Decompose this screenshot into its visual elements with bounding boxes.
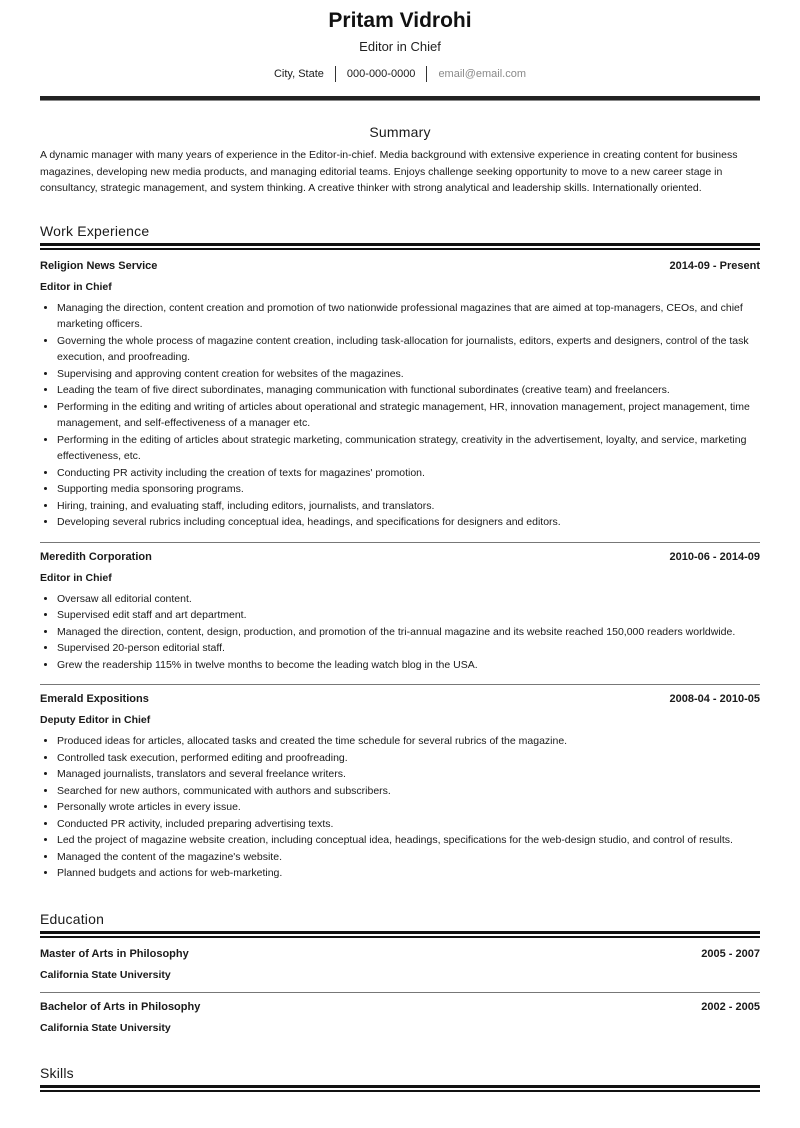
entry-divider [40, 992, 760, 993]
education-header [40, 946, 760, 962]
job-company: Emerald Expositions [40, 693, 149, 705]
job-bullet: • Conducted PR activity, included preparing advertising texts. [57, 816, 760, 833]
job-header [40, 691, 760, 707]
work-experience-section [40, 222, 760, 882]
job-bullet: • Grew the readership 115% in twelve months to become the leading watch blog in the USA. [57, 657, 760, 674]
job-bullet: • Led the project of magazine website creation, including conceptual idea, headings, specifications for the web-design studio, and control of results. [57, 832, 760, 849]
job-bullet: • Managing the direction, content creation and promotion of two nationwide professional magazines that are aimed at top-managers, CEOs, and chief marketing officers. [57, 300, 760, 333]
section-divider [40, 243, 760, 250]
entry-divider [40, 684, 760, 685]
entry-divider [40, 542, 760, 543]
job-company: Religion News Service [40, 259, 158, 272]
job-role: Deputy Editor in Chief [40, 714, 151, 726]
job-entry [40, 549, 760, 674]
job-bullets [40, 300, 760, 531]
job-entry [40, 691, 760, 882]
job-role: Editor in Chief [40, 571, 112, 584]
job-dates: 2008-04 - 2010-05 [669, 693, 760, 705]
job-bullet: • Oversaw all editorial content. [57, 591, 760, 608]
section-divider [40, 1085, 760, 1092]
job-dates: 2014-09 - Present [669, 259, 760, 272]
job-bullet: • Performing in the editing of articles about strategic marketing, communication strategy, creativity in the advertisement, loyalty, and service, marketing effectiveness, etc. [57, 432, 760, 465]
job-header [40, 549, 760, 565]
contact-email-link[interactable]: email@email.com [438, 68, 527, 80]
job-bullet: • Produced ideas for articles, allocated tasks and created the time schedule for several rubrics of the magazine. [57, 733, 760, 750]
education-dates: 2005 - 2007 [701, 947, 760, 960]
education-dates: 2002 - 2005 [701, 1000, 760, 1013]
job-bullet: • Supervising and approving content creation for websites of the magazines. [57, 366, 760, 383]
job-bullet: • Supervised edit staff and art department. [57, 607, 760, 624]
education-section [40, 910, 760, 1036]
section-divider [40, 931, 760, 938]
skills-heading: Skills [40, 1064, 74, 1081]
job-entry [40, 258, 760, 531]
job-bullet: • Governing the whole process of magazine content creation, including task-allocation for journalists, editors, experts and designers, control of the task execution, and proofreading. [57, 333, 760, 366]
contact-phone: 000-000-0000 [346, 68, 416, 80]
job-bullet: • Planned budgets and actions for web-marketing. [57, 865, 760, 882]
education-entry [40, 946, 760, 983]
job-bullet: • Hiring, training, and evaluating staff, including editors, journalists, and translators. [57, 498, 760, 515]
summary-heading: Summary [369, 124, 431, 140]
work-experience-heading: Work Experience [40, 222, 150, 239]
job-company: Meredith Corporation [40, 550, 152, 563]
header-divider [40, 96, 760, 100]
job-bullet: • Managed the content of the magazine's website. [57, 849, 760, 866]
job-bullet: • Performing in the editing and writing of articles about operational and strategic management, HR, innovation management, project management, time management, and self-effectiveness of a manager etc. [57, 399, 760, 432]
job-bullet: • Controlled task execution, performed editing and proofreading. [57, 750, 760, 767]
job-bullet: • Leading the team of five direct subordinates, managing communication with functional subordinates (creative team) and freelancers. [57, 382, 760, 399]
resume-header [40, 0, 760, 82]
education-school: California State University [40, 1021, 171, 1034]
job-dates: 2010-06 - 2014-09 [669, 550, 760, 563]
job-bullet: • Developing several rubrics including conceptual idea, headings, and specifications for designers and editors. [57, 514, 760, 531]
job-header [40, 258, 760, 274]
job-bullet: • Managed journalists, translators and several freelance writers. [57, 766, 760, 783]
job-role: Editor in Chief [40, 280, 112, 293]
job-bullets [40, 733, 760, 882]
job-bullet: • Personally wrote articles in every issue. [57, 799, 760, 816]
job-bullets [40, 591, 760, 674]
education-school: California State University [40, 968, 171, 981]
education-degree: Master of Arts in Philosophy [40, 947, 189, 960]
summary-text: A dynamic manager with many years of experience in the Editor-in-chief. Media background with extensive experience in creating content for business magazines, developing new media products, and managing editorial teams. Enjoys challenge seeking opportunity to move to a new career stage in consultancy, strategic management, and system thinking. A creative thinker with strong analytical and leadership skills. Internationally oriented. [40, 149, 738, 194]
job-bullet: • Supervised 20-person editorial staff. [57, 640, 760, 657]
resume-page [40, 0, 760, 1092]
job-bullet: • Supporting media sponsoring programs. [57, 481, 760, 498]
education-heading: Education [40, 910, 105, 927]
contact-location: City, State [273, 68, 324, 80]
candidate-title: Editor in Chief [359, 39, 441, 54]
education-degree: Bachelor of Arts in Philosophy [40, 1000, 201, 1013]
summary-section [40, 123, 760, 197]
candidate-name: Pritam Vidrohi [328, 9, 472, 32]
education-entry [40, 999, 760, 1036]
education-header [40, 999, 760, 1015]
job-bullet: • Conducting PR activity including the creation of texts for magazines' promotion. [57, 465, 760, 482]
contact-line [40, 66, 760, 82]
skills-section [40, 1064, 760, 1092]
job-bullet: • Searched for new authors, communicated with authors and subscribers. [57, 783, 760, 800]
job-bullet: • Managed the direction, content, design, production, and promotion of the tri-annual magazine and its website reached 150,000 readers worldwide. [57, 624, 760, 641]
